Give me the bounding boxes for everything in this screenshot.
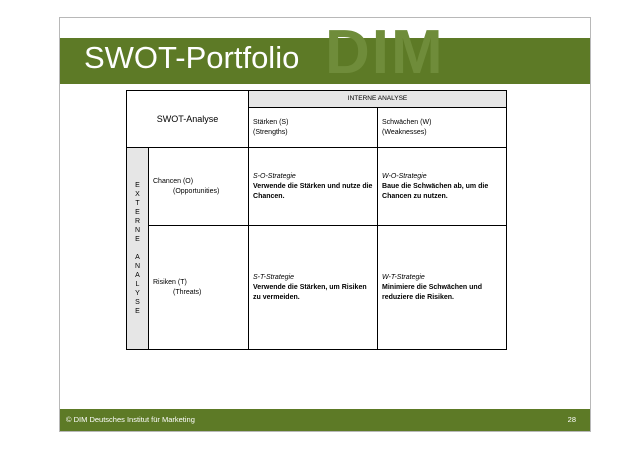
strengths-sublabel: (Strengths) bbox=[253, 128, 288, 136]
externe-letter: T bbox=[135, 200, 140, 207]
interne-analyse-header: INTERNE ANALYSE bbox=[249, 91, 507, 108]
weaknesses-label: Schwächen (W) bbox=[382, 118, 432, 126]
wo-strategy-cell bbox=[378, 148, 507, 226]
externe-letter: E bbox=[135, 209, 140, 216]
so-strategy-text: Verwende die Stärken und nutze die Chancen. bbox=[253, 182, 373, 200]
title-band bbox=[60, 18, 590, 84]
so-strategy-name: S-O-Strategie bbox=[253, 172, 296, 180]
slide-title: SWOT-Portfolio bbox=[84, 40, 300, 75]
wt-strategy-text: Minimiere die Schwächen und reduziere die Risiken. bbox=[382, 283, 482, 301]
externe-letter: E bbox=[135, 182, 140, 189]
externe-letter: E bbox=[135, 308, 140, 315]
threats-row-label bbox=[149, 226, 249, 350]
strengths-header bbox=[249, 108, 378, 148]
externe-letter: A bbox=[135, 254, 140, 261]
externe-letter: N bbox=[134, 227, 141, 234]
st-strategy-text: Verwende die Stärken, um Risiken zu vermeiden. bbox=[253, 283, 367, 301]
opportunities-sublabel: (Opportunities) bbox=[173, 187, 220, 195]
wt-strategy-cell bbox=[378, 226, 507, 350]
externe-analyse-vertical-text bbox=[127, 181, 148, 316]
page-number: 28 bbox=[567, 415, 576, 424]
externe-letter: S bbox=[135, 299, 140, 306]
externe-letter bbox=[127, 244, 148, 253]
externe-letter: X bbox=[135, 191, 140, 198]
externe-letter: R bbox=[134, 218, 141, 225]
footer-copyright: © DIM Deutsches Institut für Marketing bbox=[66, 415, 195, 424]
externe-letter: L bbox=[135, 281, 140, 288]
externe-letter: A bbox=[135, 272, 140, 279]
so-strategy-cell bbox=[249, 148, 378, 226]
swot-table bbox=[126, 90, 507, 350]
opportunities-row-label bbox=[149, 148, 249, 226]
threats-label: Risiken (T) bbox=[153, 278, 187, 286]
externe-letter: E bbox=[135, 236, 140, 243]
threats-sublabel: (Threats) bbox=[173, 288, 202, 296]
weaknesses-header bbox=[378, 108, 507, 148]
wo-strategy-name: W-O-Strategie bbox=[382, 172, 427, 180]
weaknesses-sublabel: (Weaknesses) bbox=[382, 128, 427, 136]
slide bbox=[59, 17, 591, 432]
dim-watermark-logo: DIM bbox=[325, 18, 445, 84]
swot-analyse-label: SWOT-Analyse bbox=[127, 91, 249, 148]
externe-analyse-header bbox=[127, 148, 149, 350]
wt-strategy-name: W-T-Strategie bbox=[382, 273, 425, 281]
wo-strategy-text: Baue die Schwächen ab, um die Chancen zu nutzen. bbox=[382, 182, 489, 200]
st-strategy-cell bbox=[249, 226, 378, 350]
st-strategy-name: S-T-Strategie bbox=[253, 273, 294, 281]
strengths-label: Stärken (S) bbox=[253, 118, 289, 126]
externe-letter: N bbox=[134, 263, 141, 270]
externe-letter: Y bbox=[135, 290, 140, 297]
opportunities-label: Chancen (O) bbox=[153, 177, 194, 185]
slide-footer bbox=[60, 409, 590, 431]
